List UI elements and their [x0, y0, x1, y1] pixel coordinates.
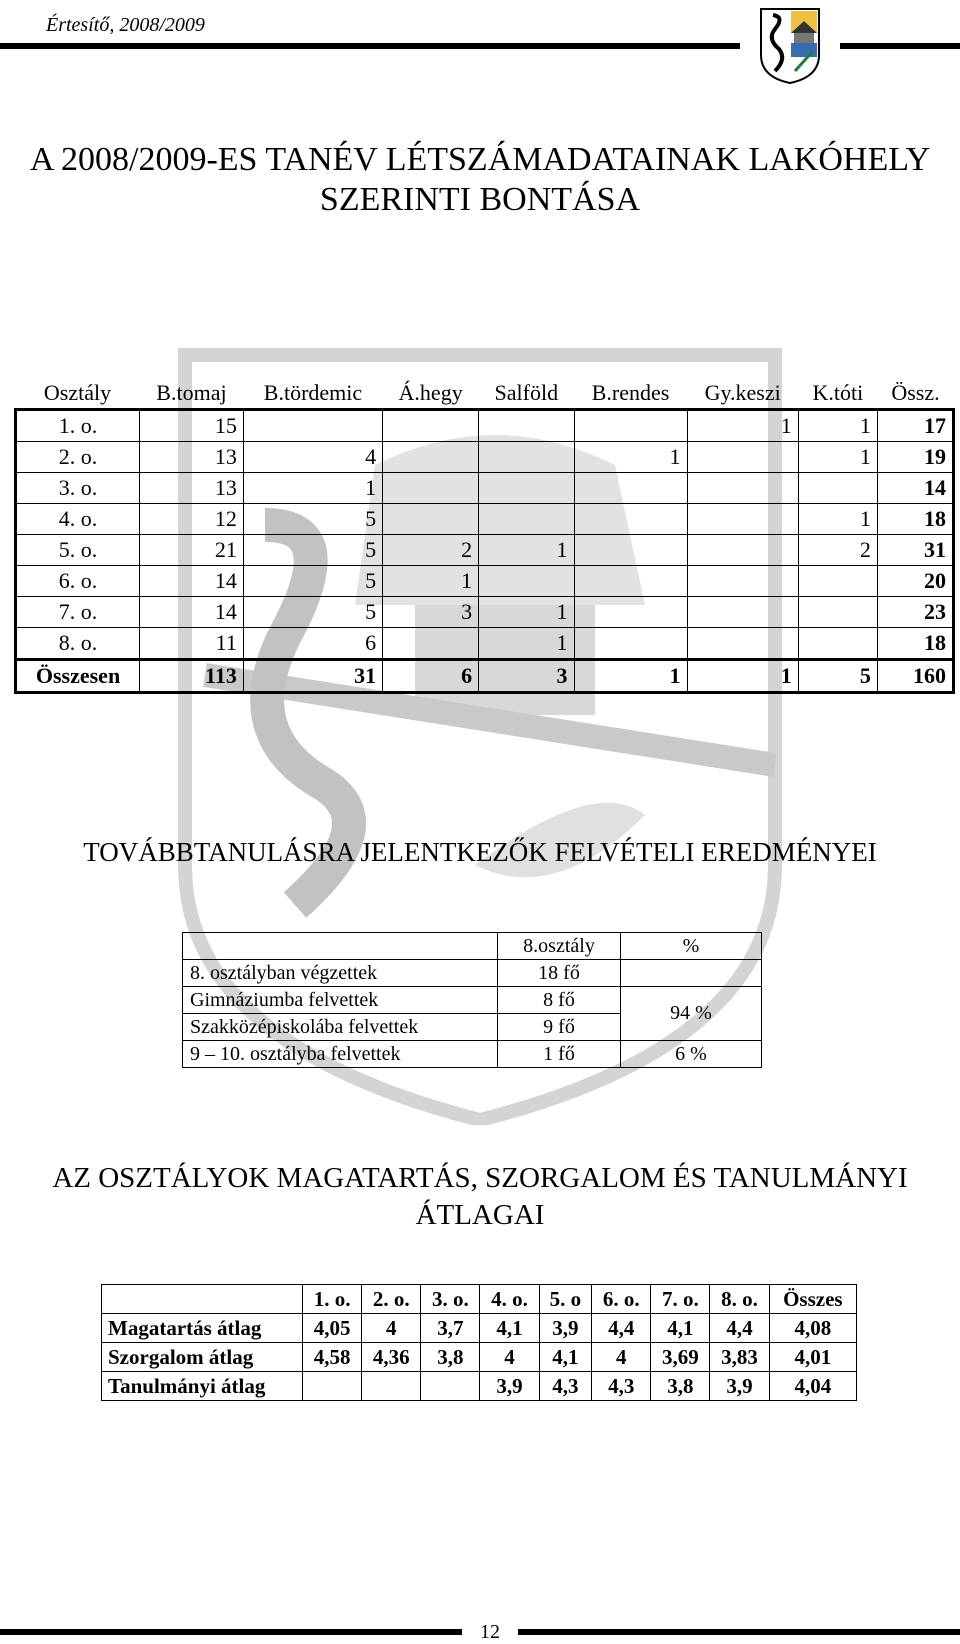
row-label: 8. osztályban végzettek — [183, 960, 498, 987]
table-cell — [479, 566, 574, 597]
table-cell: 1 — [383, 566, 479, 597]
row-value: 1 fő — [498, 1041, 621, 1068]
table-cell: 3,9 — [710, 1372, 769, 1401]
table-row — [102, 1343, 857, 1372]
section1-heading-line2: SZERINTI BONTÁSA — [319, 181, 641, 218]
table-cell — [421, 1372, 480, 1401]
enrollment-by-residence-table — [14, 378, 955, 694]
row-label: 9 – 10. osztályba felvettek — [183, 1041, 498, 1068]
section3-heading-line1: AZ OSZTÁLYOK MAGATARTÁS, SZORGALOM ÉS TANULMÁNYI — [52, 1162, 908, 1194]
table-cell: 3,83 — [710, 1343, 769, 1372]
col-header: Á.hegy — [383, 378, 479, 410]
table-cell: 4 — [480, 1343, 539, 1372]
col-header: Salföld — [479, 378, 574, 410]
table-header-row — [16, 378, 954, 410]
table-cell — [798, 566, 877, 597]
table-cell — [687, 566, 798, 597]
table-cell: 4 — [592, 1343, 651, 1372]
row-label: Szakközépiskolába felvettek — [183, 1014, 498, 1041]
table-cell — [574, 566, 687, 597]
table-cell: 3,8 — [421, 1343, 480, 1372]
table-cell — [479, 473, 574, 504]
table-cell: 3,8 — [651, 1372, 710, 1401]
table-cell — [687, 473, 798, 504]
col-header: Össz. — [877, 378, 953, 410]
row-label: 1. o. — [16, 410, 140, 442]
table-cell: 3,9 — [539, 1314, 592, 1343]
table-row — [183, 960, 762, 987]
table-cell — [798, 473, 877, 504]
admission-results-table — [182, 932, 762, 1068]
section2-heading: TOVÁBBTANULÁSRA JELENTKEZŐK FELVÉTELI EREDMÉNYEI — [83, 837, 877, 867]
col-header-class: 8.osztály — [498, 933, 621, 960]
col-header: 2. o. — [362, 1285, 421, 1314]
table-cell: 4 — [243, 442, 382, 473]
table-cell: 4,1 — [651, 1314, 710, 1343]
col-header: B.rendes — [574, 378, 687, 410]
col-header: B.tomaj — [140, 378, 244, 410]
row-label: 3. o. — [16, 473, 140, 504]
table-cell: 1 — [479, 597, 574, 628]
table-cell: 5 — [243, 535, 382, 566]
footer-rule-left — [0, 1629, 462, 1635]
col-header-percent: % — [621, 933, 762, 960]
row-label: 4. o. — [16, 504, 140, 535]
table-cell: 3 — [479, 660, 574, 693]
row-value: 8 fő — [498, 987, 621, 1014]
table-cell — [383, 410, 479, 442]
row-label: 2. o. — [16, 442, 140, 473]
table-cell: 1 — [687, 410, 798, 442]
section1-heading-line1: A 2008/2009-ES TANÉV LÉTSZÁMADATAINAK LAKÓHELY — [29, 141, 931, 178]
section1-heading — [0, 140, 960, 220]
table-cell — [798, 628, 877, 660]
table-cell: 4,4 — [592, 1314, 651, 1343]
table-cell — [479, 442, 574, 473]
table-cell: 3,7 — [421, 1314, 480, 1343]
table-cell — [479, 504, 574, 535]
table-cell: 14 — [140, 597, 244, 628]
empty-header-cell — [102, 1285, 303, 1314]
table-cell: 4,04 — [769, 1372, 856, 1401]
table-row — [16, 566, 954, 597]
table-row — [183, 1041, 762, 1068]
table-cell: 5 — [243, 566, 382, 597]
table-cell: 2 — [383, 535, 479, 566]
table-cell: 5 — [798, 660, 877, 693]
table-cell: 1 — [798, 442, 877, 473]
row-value: 9 fő — [498, 1014, 621, 1041]
col-header: 7. o. — [651, 1285, 710, 1314]
table-row — [16, 628, 954, 660]
table-cell: 18 — [877, 628, 953, 660]
table-cell — [687, 504, 798, 535]
row-label: Szorgalom átlag — [102, 1343, 303, 1372]
table-cell: 14 — [877, 473, 953, 504]
row-label: Tanulmányi átlag — [102, 1372, 303, 1401]
section3-heading — [0, 1160, 960, 1234]
table-cell: 18 — [877, 504, 953, 535]
table-row — [183, 987, 762, 1014]
table-cell — [383, 442, 479, 473]
row-percent-merged: 94 % — [621, 987, 762, 1041]
section3-heading-line2: ÁTLAGAI — [415, 1199, 545, 1231]
table-cell — [687, 597, 798, 628]
table-cell: 1 — [479, 535, 574, 566]
row-label: 8. o. — [16, 628, 140, 660]
col-header: Gy.keszi — [687, 378, 798, 410]
table-cell: 21 — [140, 535, 244, 566]
table-cell: 5 — [243, 504, 382, 535]
table-cell: 4,36 — [362, 1343, 421, 1372]
table-header-row — [183, 933, 762, 960]
table-cell: 113 — [140, 660, 244, 693]
table-cell: 4,1 — [480, 1314, 539, 1343]
col-header: B.tördemic — [243, 378, 382, 410]
table-cell — [303, 1372, 362, 1401]
table-row — [16, 597, 954, 628]
table-cell: 4 — [362, 1314, 421, 1343]
table-cell: 31 — [243, 660, 382, 693]
table-row — [102, 1314, 857, 1343]
table-cell: 160 — [877, 660, 953, 693]
table-cell — [574, 628, 687, 660]
table-cell: 3,9 — [480, 1372, 539, 1401]
table-cell: 4,05 — [303, 1314, 362, 1343]
running-header-title: Értesítő, 2008/2009 — [46, 14, 205, 36]
table-cell: 31 — [877, 535, 953, 566]
header-rule-right — [840, 43, 960, 49]
table-cell: 4,3 — [539, 1372, 592, 1401]
table-cell: 4,3 — [592, 1372, 651, 1401]
row-label: Magatartás átlag — [102, 1314, 303, 1343]
table-cell: 1 — [479, 628, 574, 660]
row-value: 18 fő — [498, 960, 621, 987]
table-cell: 13 — [140, 473, 244, 504]
table-cell: 20 — [877, 566, 953, 597]
table-cell — [383, 473, 479, 504]
table-cell: 4,1 — [539, 1343, 592, 1372]
col-header: Összes — [769, 1285, 856, 1314]
class-averages-table — [101, 1284, 857, 1401]
table-cell — [687, 628, 798, 660]
col-header: Osztály — [16, 378, 140, 410]
col-header: 8. o. — [710, 1285, 769, 1314]
table-cell: 12 — [140, 504, 244, 535]
table-cell: 4,58 — [303, 1343, 362, 1372]
col-header: 4. o. — [480, 1285, 539, 1314]
table-cell: 11 — [140, 628, 244, 660]
table-cell: 6 — [243, 628, 382, 660]
table-row — [102, 1372, 857, 1401]
table-cell: 3 — [383, 597, 479, 628]
table-cell — [574, 535, 687, 566]
row-percent — [621, 960, 762, 987]
row-label: 6. o. — [16, 566, 140, 597]
table-cell: 1 — [687, 660, 798, 693]
table-cell: 1 — [243, 473, 382, 504]
table-cell: 1 — [574, 442, 687, 473]
table-cell — [383, 504, 479, 535]
table-cell: 23 — [877, 597, 953, 628]
table-cell — [798, 597, 877, 628]
table-cell: 19 — [877, 442, 953, 473]
table-cell: 4,4 — [710, 1314, 769, 1343]
col-header: 5. o — [539, 1285, 592, 1314]
table-header-row — [102, 1285, 857, 1314]
table-row — [16, 473, 954, 504]
page-number: 12 — [480, 1621, 500, 1643]
table-row — [16, 442, 954, 473]
table-row — [16, 410, 954, 442]
table-cell — [574, 504, 687, 535]
row-label: 7. o. — [16, 597, 140, 628]
table-cell: 14 — [140, 566, 244, 597]
col-header: 6. o. — [592, 1285, 651, 1314]
table-cell: 1 — [574, 660, 687, 693]
footer-rule-right — [518, 1629, 960, 1635]
table-cell — [383, 628, 479, 660]
table-cell — [687, 535, 798, 566]
table-cell: 4,08 — [769, 1314, 856, 1343]
row-percent: 6 % — [621, 1041, 762, 1068]
table-cell: 5 — [243, 597, 382, 628]
table-cell: 3,69 — [651, 1343, 710, 1372]
table-cell: 4,01 — [769, 1343, 856, 1372]
table-cell — [574, 473, 687, 504]
col-header: 3. o. — [421, 1285, 480, 1314]
row-label: Gimnáziumba felvettek — [183, 987, 498, 1014]
table-row — [16, 504, 954, 535]
table-cell — [479, 410, 574, 442]
empty-header-cell — [183, 933, 498, 960]
table-cell — [574, 410, 687, 442]
school-crest-logo — [757, 5, 823, 85]
row-label: 5. o. — [16, 535, 140, 566]
table-cell: 1 — [798, 504, 877, 535]
total-row — [16, 660, 954, 693]
header-rule-left — [0, 43, 740, 49]
table-cell: 15 — [140, 410, 244, 442]
table-cell: 1 — [798, 410, 877, 442]
row-label: Összesen — [16, 660, 140, 693]
table-cell — [243, 410, 382, 442]
table-cell — [362, 1372, 421, 1401]
col-header: 1. o. — [303, 1285, 362, 1314]
col-header: K.tóti — [798, 378, 877, 410]
table-cell: 2 — [798, 535, 877, 566]
table-cell — [687, 442, 798, 473]
table-cell: 17 — [877, 410, 953, 442]
table-row — [16, 535, 954, 566]
table-cell — [574, 597, 687, 628]
table-cell: 6 — [383, 660, 479, 693]
table-cell: 13 — [140, 442, 244, 473]
